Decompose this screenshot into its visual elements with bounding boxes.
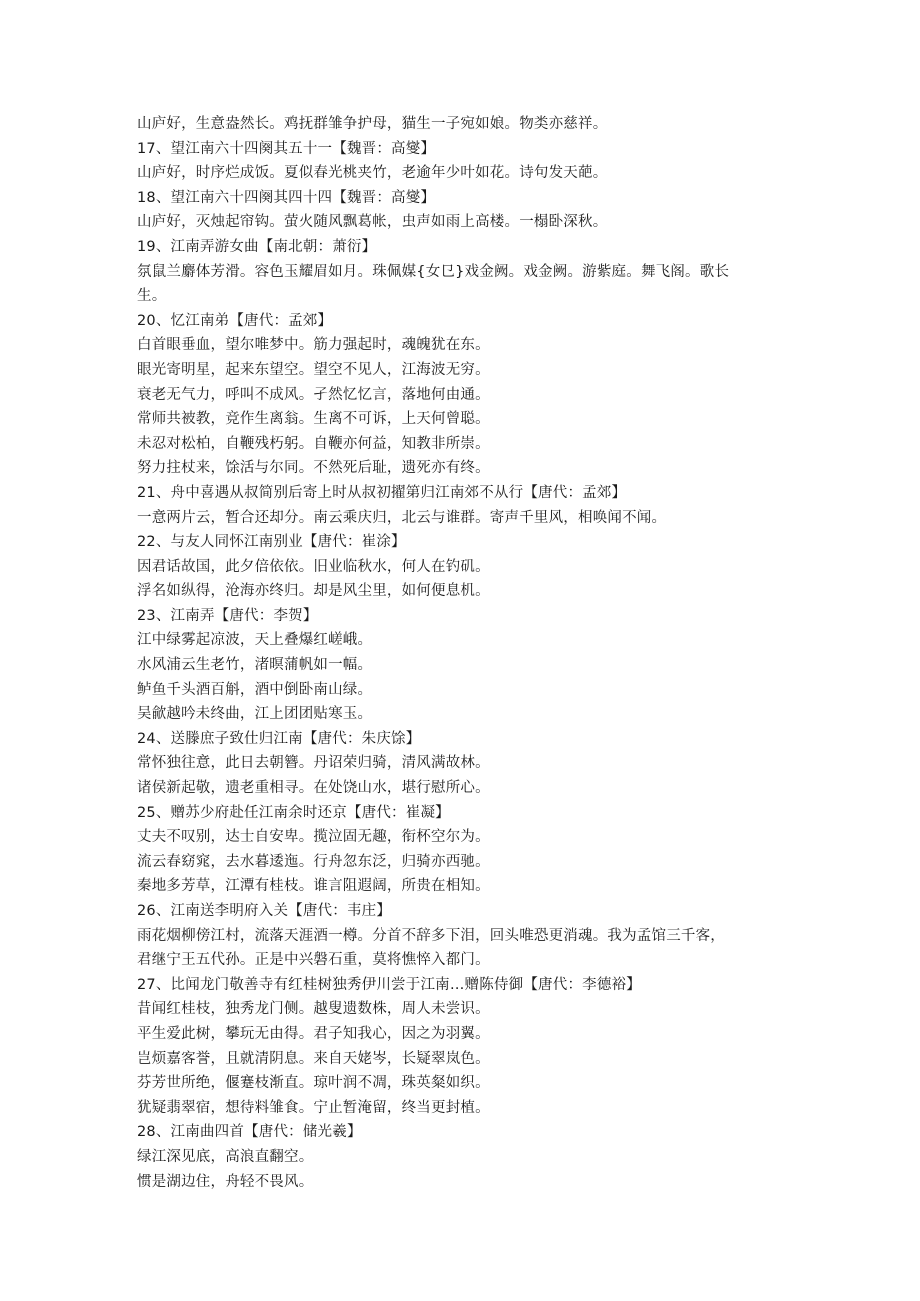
text-line: 惯是湖边住，舟轻不畏风。 [137, 1173, 314, 1190]
poem-title: 24、送滕庶子致仕归江南【唐代：朱庆馀】 [137, 730, 421, 747]
text-line: 常怀独往意，此日去朝簪。丹诏荣归骑，清风满故林。 [137, 755, 490, 772]
text-line: 流云春窈窕，去水暮逶迤。行舟忽东泛，归骑亦西驰。 [137, 853, 490, 870]
poem-title: 21、舟中喜遇从叔简别后寄上时从叔初擢第归江南郊不从行【唐代：孟郊】 [137, 484, 627, 501]
text-line: 一意两片云，暂合还却分。南云乘庆归，北云与谁群。寄声千里风，相唤闻不闻。 [137, 509, 667, 526]
text-line: 眼光寄明星，起来东望空。望空不见人，江海波无穷。 [137, 361, 490, 378]
text-line: 常师共被教，竞作生离翁。生离不可诉，上天何曾聪。 [137, 411, 490, 428]
text-line: 未忍对松柏，自鞭残朽躬。自鞭亦何益，知教非所崇。 [137, 435, 490, 452]
poem-title: 19、江南弄游女曲【南北朝：萧衍】 [137, 238, 377, 255]
text-line: 努力拄杖来，馀活与尔同。不然死后耻，遗死亦有终。 [137, 460, 490, 477]
text-line: 吴歈越吟未终曲，江上团团贴寒玉。 [137, 706, 373, 723]
text-line: 犹疑翡翠宿，想待料雏食。宁止暂淹留，终当更封植。 [137, 1099, 490, 1116]
text-line: 水风浦云生老竹，渚暝蒲帆如一幅。 [137, 657, 373, 674]
text-line: 江中绿雾起凉波，天上叠爆红嵯峨。 [137, 632, 373, 649]
text-line: 鲈鱼千头酒百斛，酒中倒卧南山绿。 [137, 681, 373, 698]
poem-title: 27、比闻龙门敬善寺有红桂树独秀伊川尝于江南…赠陈侍御【唐代：李德裕】 [137, 976, 641, 993]
poem-title: 26、江南送李明府入关【唐代：韦庄】 [137, 903, 392, 919]
poem-title: 23、江南弄【唐代：李贺】 [137, 607, 318, 624]
poem-title: 25、赠苏少府赴任江南余时还京【唐代：崔凝】 [137, 804, 450, 821]
text-line: 山庐好，时序烂成饭。夏似春光桃夹竹，老逾年少叶如花。诗句发天葩。 [137, 165, 608, 182]
poem-title: 18、望江南六十四阕其四十四【魏晋：高燮】 [137, 189, 436, 206]
text-line: 芬芳世所绝，偃蹇枝渐直。琼叶润不凋，珠英粲如织。 [137, 1075, 490, 1092]
text-line: 绿江深见底，高浪直翻空。 [137, 1148, 314, 1165]
poem-title: 20、忆江南弟【唐代：孟郊】 [137, 312, 333, 329]
text-line: 山庐好，灭烛起帘钩。萤火随风飘葛帐，虫声如雨上高楼。一榻卧深秋。 [137, 214, 608, 231]
text-line: 平生爱此树，攀玩无由得。君子知我心，因之为羽翼。 [137, 1025, 490, 1042]
poem-title: 22、与友人同怀江南别业【唐代：崔涂】 [137, 534, 406, 551]
text-line: 秦地多芳草，江潭有桂枝。谁言阻遐阔，所贵在相知。 [137, 878, 490, 895]
text-line: 浮名如纵得，沧海亦终归。却是风尘里，如何便息机。 [137, 583, 490, 600]
text-line: 山庐好，生意盎然长。鸡抚群雏争护母，猫生一子宛如娘。物类亦慈祥。 [137, 116, 608, 132]
poem-collection [137, 112, 787, 1194]
text-line: 雨花烟柳傍江村，流落天涯酒一樽。分首不辞多下泪，回头唯恐更消魂。我为孟馆三千客， [137, 927, 725, 944]
poem-title: 17、望江南六十四阕其五十一【魏晋：高燮】 [137, 140, 436, 157]
text-line: 丈夫不叹别，达士自安卑。揽泣固无趣，衔杯空尔为。 [137, 829, 490, 846]
text-line: 衰老无气力，呼叫不成风。孑然忆忆言，落地何由通。 [137, 386, 490, 403]
text-line: 生。 [137, 288, 167, 305]
text-line: 昔闻红桂枝，独秀龙门侧。越叟遗数株，周人未尝识。 [137, 1001, 490, 1018]
text-line: 白首眼垂血，望尔唯梦中。筋力强起时，魂魄犹在东。 [137, 337, 490, 354]
poem-title: 28、江南曲四首【唐代：储光羲】 [137, 1124, 362, 1141]
text-line: 岂烦嘉客誉，且就清阴息。来自天姥岑，长疑翠岚色。 [137, 1050, 490, 1067]
text-line: 君继宁王五代孙。正是中兴磐石重，莫将憔悴入都门。 [137, 952, 490, 969]
text-line: 因君话故国，此夕倍依依。旧业临秋水，何人在钓矶。 [137, 558, 490, 575]
text-line: 氛鼠兰麝体芳滑。容色玉耀眉如月。珠佩媒{女㔾}戏金阙。戏金阙。游紫庭。舞飞阁。歌长 [137, 263, 730, 280]
text-line: 诸侯新起敬，遗老重相寻。在处饶山水，堪行慰所心。 [137, 780, 490, 797]
